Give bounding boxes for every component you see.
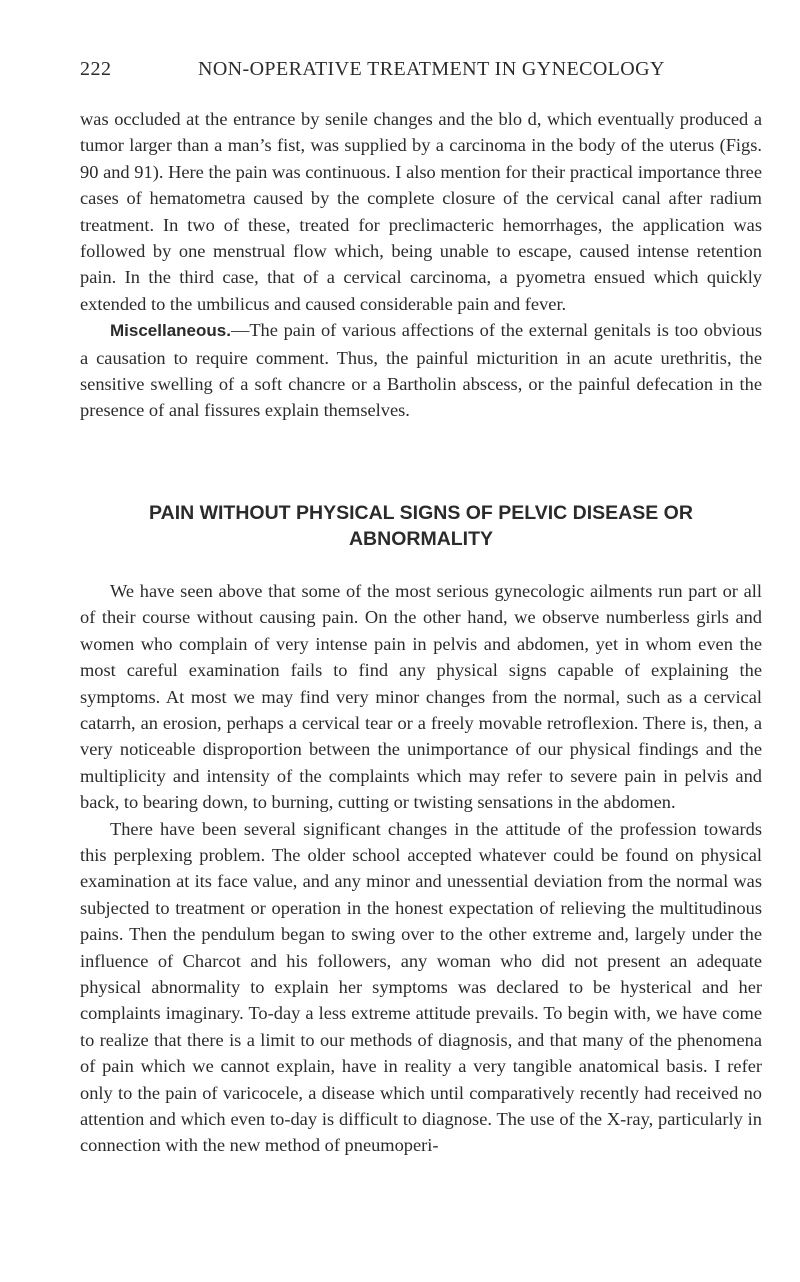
paragraph-attitude-changes: There have been several significant changes in the attitude of the profession towards this perplexing problem. The older school accepted whatever could be found on physical examination at its face value, and any minor and unessential deviation from the normal was subjected to treatment or operation in the honest expectation of relieving the multitudinous pains. Then the pendulum began to swing over to the other extreme and, largely under the influence of Charcot and his followers, any woman who did not present an adequate physical abnormality to explain her symptoms was declared to be hysterical and her complaints imaginary. To-day a less extreme attitude prevails. To begin with, we have come to realize that there is a limit to our methods of diagnosis, and that many of the phenomena of pain which we cannot explain, have in reality a very tangible anatomical basis. I refer only to the pain of varicocele, a disease which until comparatively recently had received no attention and which even to-day is difficult to diagnose. The use of the X-ray, particularly in connection with the new method of pneumoperi- xyxy=(80,818,762,1156)
paragraph-continued: was occluded at the entrance by senile changes and the blo d, which eventually produced a tumor larger than a man’s fist, was supplied by a carcinoma in the body of the uterus (Figs. 90 and 91). Here the pain was continuous. I also mention for their practical importance three cases of hematometra caused by the complete closure of the cervical canal after radium treatment. In two of these, treated for preclimacteric hemorrhages, the application was followed by one menstrual flow which, being unable to escape, caused intense retention pain. In the third case, that of a cervical carcinoma, a pyometra ensued which quickly extended to the umbilicus and caused considerable pain and fever. xyxy=(80,109,762,314)
body-text xyxy=(80,106,762,1159)
paragraph-miscellaneous xyxy=(80,317,762,424)
section-heading-line-2: ABNORMALITY xyxy=(348,527,494,550)
paragraph-pain-without-signs: We have seen above that some of the most serious gynecologic ailments run part or all of their course without causing pain. On the other hand, we observe numberless girls and women who complain of very intense pain in pelvis and abdomen, yet in whom even the most careful examination fails to find any physical signs capable of explaining the symptoms. At most we may find very minor changes from the normal, such as a cervical catarrh, an erosion, perhaps a cervical tear or a freely movable retroflexion. There is, then, a very noticeable disproportion between the unimportance of our physical findings and the multiplicity and intensity of the complaints which may refer to severe pain in pelvis and back, to bearing down, to burning, cutting or twisting sensations in the abdomen. xyxy=(80,580,762,813)
page-number: 222 xyxy=(80,58,112,80)
running-title: NON-OPERATIVE TREATMENT IN GYNECOLOGY xyxy=(198,58,665,80)
run-in-heading: Miscellaneous. xyxy=(110,321,231,341)
paragraph-miscellaneous-text: —The pain of various affections of the external genitals is too obvious a causation to require comment. Thus, the painful micturition in an acute urethritis, the sensitive swelling of a soft chancre or a Bartholin abscess, or the painful defecation in the presence of anal fissures explain themselves. xyxy=(80,320,762,421)
running-head xyxy=(80,58,760,88)
section-heading-line-1: PAIN WITHOUT PHYSICAL SIGNS OF PELVIC DISEASE OR xyxy=(149,501,693,524)
section-heading xyxy=(80,500,762,552)
